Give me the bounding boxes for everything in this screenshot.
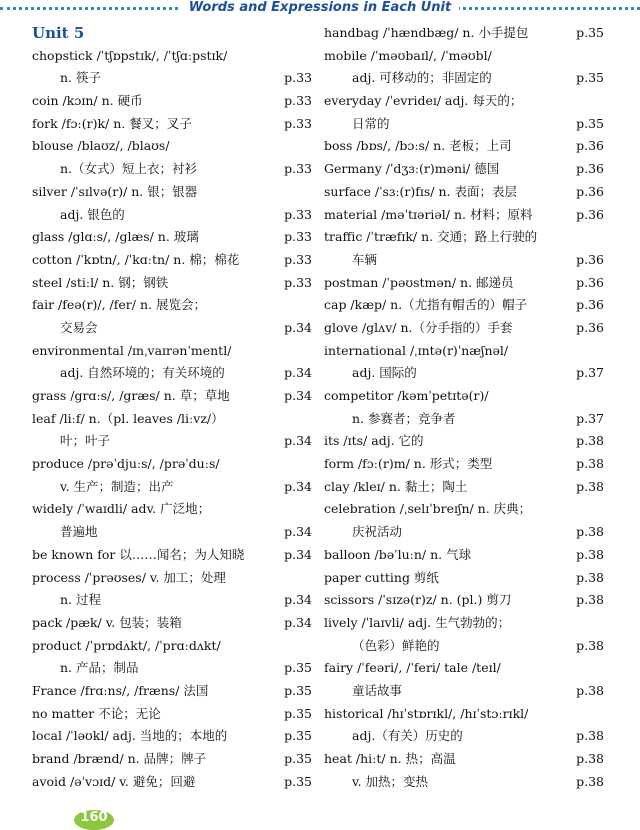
vocab-text: material /məˈtɪəriəl/ n. 材料；原料 (324, 206, 533, 222)
vocab-line (32, 45, 312, 68)
vocab-line (324, 657, 604, 680)
vocab-line (324, 90, 604, 113)
vocab-line (324, 476, 604, 499)
vocab-line (32, 748, 312, 771)
vocab-line (324, 635, 604, 658)
page-ref: p.33 (284, 70, 312, 86)
vocab-line (32, 181, 312, 204)
vocab-line (32, 272, 312, 295)
page-ref: p.38 (576, 569, 604, 585)
page-ref: p.34 (284, 365, 312, 381)
page-ref: p.36 (576, 251, 604, 267)
vocab-line (324, 544, 604, 567)
page-ref: p.35 (284, 773, 312, 789)
vocab-text: France /frɑːns/, /fræns/ 法国 (32, 682, 209, 698)
page-ref: p.34 (284, 524, 312, 540)
vocab-line (324, 181, 604, 204)
vocab-line (32, 67, 312, 90)
page-ref: p.38 (576, 478, 604, 494)
vocab-text: 普遍地 (60, 524, 98, 540)
vocab-text: steel /stiːl/ n. 钢；钢铁 (32, 274, 169, 290)
vocab-line (324, 612, 604, 635)
vocab-text: boss /bɒs/, /bɔːs/ n. 老板；上司 (324, 138, 512, 154)
vocab-text: avoid /əˈvɔɪd/ v. 避免；回避 (32, 773, 196, 789)
vocab-line (324, 385, 604, 408)
vocab-text: v. 生产；制造；出产 (60, 478, 174, 494)
vocab-text: adj.（有关）历史的 (352, 728, 463, 744)
vocab-text: grass /grɑːs/, /græs/ n. 草；草地 (32, 388, 230, 403)
vocab-text: n.（女式）短上衣；衬衫 (60, 161, 198, 177)
vocab-text: coin /kɔɪn/ n. 硬币 (32, 93, 143, 109)
vocab-text: blouse /blaʊz/, /blaʊs/ (32, 138, 170, 154)
vocab-line (324, 294, 604, 317)
vocab-line (324, 226, 604, 249)
vocab-line (32, 362, 312, 385)
page-ref: p.38 (576, 524, 604, 540)
vocab-line (324, 340, 604, 363)
vocab-text: 交易会 (60, 319, 98, 335)
vocab-text: postman /ˈpəʊstmən/ n. 邮递员 (324, 274, 514, 290)
page-title: Words and Expressions in Each Unit (181, 1, 459, 15)
vocab-line (324, 453, 604, 476)
vocab-line (324, 521, 604, 544)
vocab-text: product /ˈprɒdʌkt/, /ˈprɑːdʌkt/ (32, 637, 221, 653)
page-number: 160 (74, 810, 114, 830)
vocab-text: n. 过程 (60, 592, 101, 608)
page-ref: p.34 (284, 433, 312, 449)
page-ref: p.34 (284, 614, 312, 630)
vocab-text: adj. 自然环境的；有关环境的 (60, 365, 225, 381)
vocab-text: adj. 国际的 (352, 365, 417, 381)
vocab-line (32, 544, 312, 567)
page-ref: p.34 (284, 546, 312, 562)
vocab-text: v. 加热；变热 (352, 773, 429, 789)
vocab-line (324, 45, 604, 68)
vocab-line (32, 680, 312, 703)
vocab-line (32, 771, 312, 794)
vocab-text: cotton /ˈkɒtn/, /ˈkɑːtn/ n. 棉；棉花 (32, 251, 240, 267)
vocab-text: produce /prəˈdjuːs/, /prəˈduːs/ (32, 456, 220, 472)
vocab-line (32, 521, 312, 544)
vocab-text: brand /brænd/ n. 品牌；牌子 (32, 751, 207, 766)
vocab-line (324, 362, 604, 385)
vocab-text: n. 参赛者；竞争者 (352, 410, 456, 426)
page-ref: p.35 (284, 660, 312, 676)
page-ref: p.33 (284, 206, 312, 222)
vocab-line (324, 725, 604, 748)
page-ref: p.34 (284, 319, 312, 335)
page-ref: p.38 (576, 637, 604, 653)
vocab-text: n. 筷子 (60, 70, 101, 86)
vocab-text: competitor /kəmˈpetɪtə(r)/ (324, 388, 489, 403)
page-ref: p.38 (576, 592, 604, 608)
vocab-text: leaf /liːf/ n.（pl. leaves /liːvz/） (32, 410, 224, 426)
page-ref: p.37 (576, 365, 604, 381)
vocab-line (324, 430, 604, 453)
vocab-line (324, 272, 604, 295)
vocab-text: adj. 可移动的；非固定的 (352, 70, 492, 86)
vocab-line (32, 589, 312, 612)
page-ref: p.38 (576, 433, 604, 449)
vocab-line (32, 340, 312, 363)
vocab-text: lively /ˈlaɪvli/ adj. 生气勃勃的； (324, 614, 511, 630)
page-ref: p.33 (284, 93, 312, 109)
vocab-text: widely /ˈwaɪdli/ adv. 广泛地； (32, 501, 211, 517)
vocab-text: heat /hiːt/ n. 热；高温 (324, 751, 456, 766)
vocab-text: clay /kleɪ/ n. 黏土；陶土 (324, 478, 468, 494)
page-ref: p.36 (576, 319, 604, 335)
page-ref: p.33 (284, 161, 312, 177)
vocab-line (32, 703, 312, 726)
vocab-line (324, 748, 604, 771)
vocab-text: paper cutting 剪纸 (324, 569, 439, 585)
vocab-text: surface /ˈsɜː(r)fɪs/ n. 表面；表层 (324, 183, 517, 199)
vocab-text: handbag /ˈhændbæg/ n. 小手提包 (324, 25, 529, 40)
vocab-text: （色彩）鲜艳的 (352, 637, 440, 653)
vocab-line (32, 294, 312, 317)
left-column (32, 22, 312, 793)
vocab-text: 叶；叶子 (60, 433, 111, 449)
vocab-text: local /ˈləʊkl/ adj. 当地的；本地的 (32, 728, 228, 744)
vocab-text: glove /glʌv/ n.（分手指的）手套 (324, 319, 513, 335)
vocab-text: mobile /ˈməʊbaɪl/, /ˈməʊbl/ (324, 47, 492, 63)
vocab-line (324, 158, 604, 181)
vocab-text: chopstick /ˈtʃɒpstɪk/, /ˈtʃɑːpstɪk/ (32, 47, 228, 63)
vocab-line (32, 249, 312, 272)
vocab-line (32, 453, 312, 476)
vocab-line (324, 498, 604, 521)
vocab-text: n. 产品；制品 (60, 660, 139, 676)
page-ref: p.36 (576, 161, 604, 177)
page-ref: p.34 (284, 478, 312, 494)
page-ref: p.35 (284, 682, 312, 698)
vocab-text: 日常的 (352, 115, 390, 131)
page-ref: p.33 (284, 274, 312, 290)
vocab-text: fair /feə(r)/, /fer/ n. 展览会； (32, 297, 206, 313)
vocab-text: adj. 银色的 (60, 206, 125, 222)
vocab-line (32, 135, 312, 158)
vocab-text: scissors /ˈsɪzə(r)z/ n. (pl.) 剪刀 (324, 592, 512, 608)
vocab-line (32, 430, 312, 453)
vocab-text: traffic /ˈtræfɪk/ n. 交通；路上行驶的 (324, 229, 538, 245)
vocab-text: historical /hɪˈstɒrɪkl/, /hɪˈstɔːrɪkl/ (324, 705, 529, 721)
vocab-text: process /ˈprəʊses/ v. 加工；处理 (32, 569, 226, 585)
page-ref: p.34 (284, 388, 312, 403)
vocab-line (324, 113, 604, 136)
page-ref: p.35 (284, 751, 312, 766)
vocab-line (32, 385, 312, 408)
page-ref: p.33 (284, 229, 312, 245)
right-column (324, 22, 604, 793)
vocab-line (32, 113, 312, 136)
page-ref: p.36 (576, 183, 604, 199)
page-ref: p.36 (576, 297, 604, 313)
vocab-line (324, 249, 604, 272)
vocab-text: pack /pæk/ v. 包装；装箱 (32, 614, 182, 630)
page-ref: p.37 (576, 410, 604, 426)
vocab-line (32, 567, 312, 590)
vocab-text: balloon /bəˈluːn/ n. 气球 (324, 546, 472, 562)
page-ref: p.35 (576, 70, 604, 86)
vocab-text: celebration /ˌselɪˈbreɪʃn/ n. 庆典； (324, 501, 532, 517)
vocab-line (324, 135, 604, 158)
vocab-line (32, 476, 312, 499)
vocab-line (324, 703, 604, 726)
vocab-line (324, 567, 604, 590)
vocab-text: glass /glɑːs/, /glæs/ n. 玻璃 (32, 229, 199, 245)
vocab-text: no matter 不论；无论 (32, 705, 161, 721)
page-ref: p.36 (576, 206, 604, 222)
page-ref: p.35 (576, 25, 604, 40)
vocab-line (324, 680, 604, 703)
vocab-text: silver /ˈsɪlvə(r)/ n. 银；银器 (32, 183, 198, 199)
page-ref: p.35 (284, 705, 312, 721)
vocab-line (324, 589, 604, 612)
page-ref: p.33 (284, 251, 312, 267)
vocab-line (32, 498, 312, 521)
vocab-text: 庆祝活动 (352, 524, 403, 540)
vocab-text: be known for 以……闻名；为人知晓 (32, 546, 245, 562)
vocab-text: fairy /ˈfeəri/, /ˈferi/ tale /teɪl/ (324, 660, 501, 676)
vocab-line (324, 317, 604, 340)
vocab-line (324, 204, 604, 227)
vocab-text: everyday /ˈevrideɪ/ adj. 每天的； (324, 93, 523, 109)
vocab-line (32, 612, 312, 635)
vocab-text: Germany /ˈdʒɜː(r)məni/ 德国 (324, 161, 500, 177)
vocab-line (32, 725, 312, 748)
page-ref: p.38 (576, 456, 604, 472)
vocab-line (32, 317, 312, 340)
vocab-line (324, 771, 604, 794)
page-ref: p.38 (576, 682, 604, 698)
vocab-text: 童话故事 (352, 682, 403, 698)
page-ref: p.35 (284, 728, 312, 744)
unit-heading: Unit 5 (32, 24, 85, 42)
vocab-text: its /ɪts/ adj. 它的 (324, 433, 424, 449)
vocab-text: form /fɔː(r)m/ n. 形式；类型 (324, 456, 493, 472)
vocab-line (32, 158, 312, 181)
vocab-line (32, 408, 312, 431)
vocab-text: cap /kæp/ n.（尤指有帽舌的）帽子 (324, 297, 528, 313)
vocab-text: fork /fɔː(r)k/ n. 餐叉；叉子 (32, 115, 192, 131)
page-ref: p.33 (284, 115, 312, 131)
vocab-line (324, 67, 604, 90)
page-ref: p.36 (576, 274, 604, 290)
vocab-text: 车辆 (352, 251, 378, 267)
vocab-line (32, 204, 312, 227)
page-ref: p.36 (576, 138, 604, 154)
vocab-text: international /ˌɪntə(r)ˈnæʃnəl/ (324, 342, 509, 358)
vocab-line (32, 657, 312, 680)
page-ref: p.34 (284, 592, 312, 608)
page-ref: p.38 (576, 751, 604, 766)
vocab-line (32, 635, 312, 658)
vocab-line (32, 90, 312, 113)
page-ref: p.35 (576, 115, 604, 131)
page-ref: p.38 (576, 546, 604, 562)
vocab-line (324, 408, 604, 431)
page-ref: p.38 (576, 773, 604, 789)
vocab-text: environmental /ɪnˌvaɪrənˈmentl/ (32, 342, 232, 358)
page-ref: p.38 (576, 728, 604, 744)
vocab-line (324, 22, 604, 45)
header-banner (0, 0, 640, 16)
vocab-line (32, 226, 312, 249)
